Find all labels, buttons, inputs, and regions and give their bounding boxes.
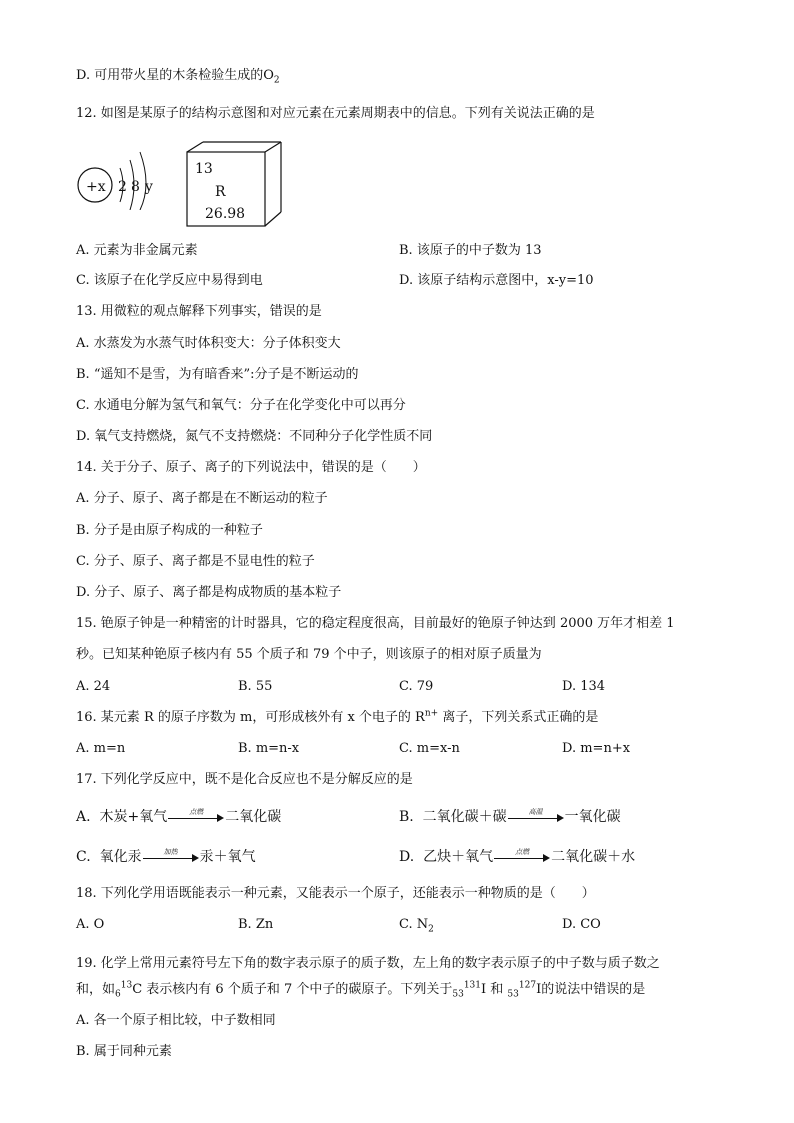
q16-stem-part-a: 16. 某元素 R 的原子序数为 m，可形成核外有 x 个电子的 R bbox=[76, 710, 425, 725]
q18-option-c-text: C. N bbox=[399, 917, 429, 932]
reaction-arrow-d bbox=[494, 850, 550, 864]
q16-ion-charge: n+ bbox=[424, 708, 439, 719]
reaction-arrow-b bbox=[508, 810, 564, 824]
shell-2-count: 8 bbox=[131, 179, 140, 195]
q16-option-b: B. m=n-x bbox=[238, 741, 300, 756]
q17-b-label: B. bbox=[399, 809, 414, 825]
q15-option-c: C. 79 bbox=[399, 679, 434, 694]
q19-example-proton-count: 6 bbox=[115, 989, 121, 1000]
q19-iodine1-proton-count: 53 bbox=[452, 989, 464, 1000]
q14-option-d: D. 分子、原子、离子都是构成物质的基本粒子 bbox=[76, 585, 342, 600]
q13-option-c: C. 水通电分解为氢气和氧气：分子在化学变化中可以再分 bbox=[76, 398, 406, 413]
q18-stem: 18. 下列化学用语既能表示一种元素，又能表示一个原子，还能表示一种物质的是（ ） bbox=[76, 886, 595, 901]
q16-option-c: C. m=x-n bbox=[399, 741, 460, 756]
q17-option-a bbox=[76, 808, 281, 826]
q19-iodine1-symbol: I bbox=[481, 982, 487, 997]
q19-iodine2-mass-number: 127 bbox=[518, 980, 537, 991]
q19-stem-part-a: 和，如 bbox=[76, 982, 116, 997]
q15-option-b: B. 55 bbox=[238, 679, 273, 694]
q19-iodine1-mass-number: 131 bbox=[463, 980, 482, 991]
q17-a-label: A. bbox=[76, 809, 91, 825]
q16-option-a: A. m=n bbox=[76, 741, 126, 756]
q18-option-c bbox=[399, 916, 434, 934]
reaction-arrow-c bbox=[143, 850, 199, 864]
q19-and: 和 bbox=[486, 982, 508, 997]
q17-option-d bbox=[399, 848, 635, 866]
q13-option-a: A. 水蒸发为水蒸气时体积变大：分子体积变大 bbox=[76, 336, 341, 351]
q11-option-d-sub: 2 bbox=[273, 75, 280, 86]
q17-a-reactants: 木炭+氧气 bbox=[99, 809, 168, 825]
q17-option-b bbox=[399, 808, 621, 826]
q15-stem-line1: 15. 铯原子钟是一种精密的计时器具，它的稳定程度很高，目前最好的铯原子钟达到 2000 万年才相差 1 bbox=[76, 616, 675, 631]
q19-option-b: B. 属于同种元素 bbox=[76, 1044, 172, 1059]
q12-option-d: D. 该原子结构示意图中，x-y=10 bbox=[399, 273, 594, 288]
q17-d-products: 二氧化碳＋水 bbox=[551, 849, 636, 865]
q17-b-reactants: 二氧化碳＋碳 bbox=[422, 809, 507, 825]
q17-c-condition: 加热 bbox=[163, 848, 178, 856]
q17-d-label: D. bbox=[399, 849, 415, 865]
q19-stem-part-c: 的说法中错误的是 bbox=[541, 982, 646, 997]
shell-3-count: y bbox=[145, 179, 153, 195]
q19-stem-line2 bbox=[76, 981, 645, 999]
nucleus-charge: +x bbox=[86, 179, 106, 195]
q11-option-d bbox=[76, 67, 280, 85]
q12-option-c: C. 该原子在化学反应中易得到电 bbox=[76, 273, 263, 288]
q12-stem: 12. 如图是某原子的结构示意图和对应元素在元素周期表中的信息。下列有关说法正确的是 bbox=[76, 106, 595, 121]
q14-option-b: B. 分子是由原子构成的一种粒子 bbox=[76, 523, 263, 538]
q19-stem-part-b: 表示核内有 6 个质子和 7 个中子的碳原子。下列关于 bbox=[142, 982, 453, 997]
q19-stem-line1: 19. 化学上常用元素符号左下角的数字表示原子的质子数，左上角的数字表示原子的中子数与质子数之 bbox=[76, 956, 660, 971]
q18-option-d: D. CO bbox=[562, 917, 601, 932]
q16-stem-part-b: 离子，下列关系式正确的是 bbox=[438, 710, 599, 725]
q16-option-d: D. m=n+x bbox=[562, 741, 631, 756]
shell-1-count: 2 bbox=[118, 179, 127, 195]
q12-option-a: A. 元素为非金属元素 bbox=[76, 243, 198, 258]
q15-stem-line2: 秒。已知某种铯原子核内有 55 个质子和 79 个中子，则该原子的相对原子质量为 bbox=[76, 647, 542, 662]
q12-option-b: B. 该原子的中子数为 13 bbox=[399, 243, 542, 258]
q17-a-condition: 点燃 bbox=[189, 808, 204, 816]
q15-option-a: A. 24 bbox=[76, 679, 111, 694]
q18-option-b: B. Zn bbox=[238, 917, 274, 932]
q19-option-a: A. 各一个原子相比较，中子数相同 bbox=[76, 1013, 276, 1028]
q19-iodine2-proton-count: 53 bbox=[507, 989, 519, 1000]
atomic-number: 13 bbox=[195, 161, 213, 177]
q17-c-products: 汞＋氧气 bbox=[199, 849, 256, 865]
element-symbol: R bbox=[215, 184, 226, 200]
q14-option-c: C. 分子、原子、离子都是不显电性的粒子 bbox=[76, 554, 315, 569]
q17-d-condition: 点燃 bbox=[515, 848, 530, 856]
q19-example-symbol: C bbox=[132, 982, 143, 997]
q13-option-b: B. “遥知不是雪，为有暗香来”:分子是不断运动的 bbox=[76, 367, 359, 382]
q17-stem: 17. 下列化学反应中，既不是化合反应也不是分解反应的是 bbox=[76, 772, 413, 787]
q18-option-a: A. O bbox=[76, 917, 105, 932]
q17-b-condition: 高温 bbox=[528, 808, 543, 816]
q13-option-d: D. 氧气支持燃烧，氮气不支持燃烧：不同种分子化学性质不同 bbox=[76, 429, 433, 444]
q14-stem: 14. 关于分子、原子、离子的下列说法中，错误的是（ ） bbox=[76, 460, 426, 475]
q14-option-a: A. 分子、原子、离子都是在不断运动的粒子 bbox=[76, 491, 328, 506]
q17-c-reactants: 氧化汞 bbox=[99, 849, 142, 865]
q17-option-c bbox=[76, 848, 256, 866]
q16-stem bbox=[76, 709, 598, 727]
reaction-arrow-a bbox=[168, 810, 224, 824]
q17-c-label: C. bbox=[76, 849, 91, 865]
q13-stem: 13. 用微粒的观点解释下列事实，错误的是 bbox=[76, 304, 322, 319]
q15-option-d: D. 134 bbox=[562, 679, 606, 694]
q17-b-products: 一氧化碳 bbox=[564, 809, 621, 825]
q19-iodine2-symbol: I bbox=[536, 982, 542, 997]
q17-d-reactants: 乙炔＋氧气 bbox=[423, 849, 494, 865]
q18-option-c-sub: 2 bbox=[428, 924, 434, 935]
q11-option-d-text: D. 可用带火星的木条检验生成的O bbox=[76, 68, 274, 83]
atomic-mass: 26.98 bbox=[205, 206, 246, 222]
q17-a-products: 二氧化碳 bbox=[225, 809, 282, 825]
q19-example-mass-number: 13 bbox=[120, 980, 133, 991]
atom-structure-diagram bbox=[74, 138, 170, 210]
